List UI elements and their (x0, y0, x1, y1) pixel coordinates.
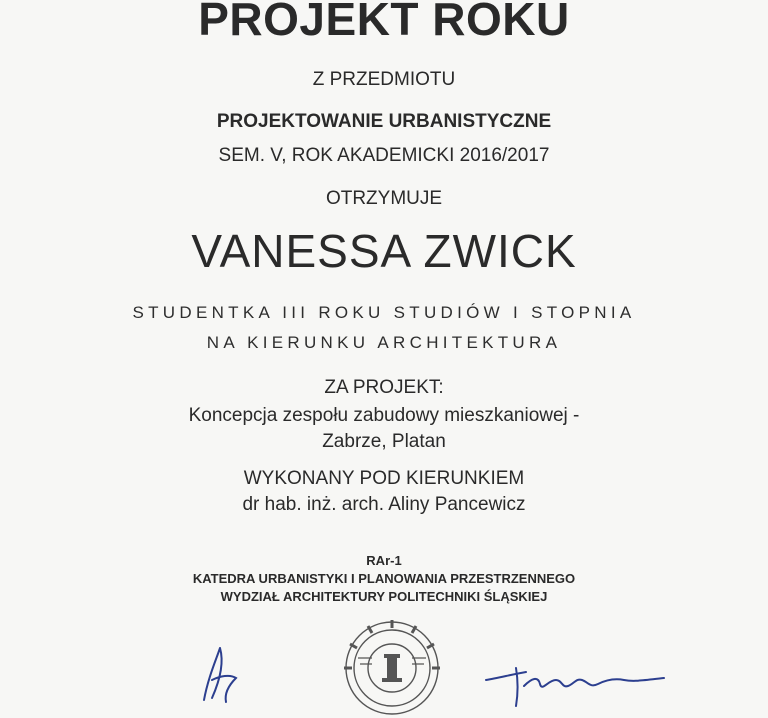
faculty-name: WYDZIAŁ ARCHITEKTURY POLITECHNIKI ŚLĄSKIEJ (220, 589, 548, 604)
department-code: RAr-1 (366, 553, 402, 568)
certificate-title: PROJEKT ROKU (198, 0, 570, 45)
subject-name: PROJEKTOWANIE URBANISTYCZNE (216, 111, 552, 132)
university-seal-icon (342, 618, 442, 718)
supervised-label: WYKONANY POD KIERUNKIEM (243, 468, 525, 489)
project-title-line-2: Zabrze, Platan (322, 431, 446, 452)
for-project-label: ZA PROJEKT: (324, 377, 444, 398)
chair-name: KATEDRA URBANISTYKI I PLANOWANIA PRZESTRZENNEGO (192, 571, 576, 586)
project-title-line-1: Koncepcja zespołu zabudowy mieszkaniowej - (188, 405, 580, 426)
supervisor-name: dr hab. inż. arch. Aliny Pancewicz (242, 494, 526, 515)
receives-label: OTRZYMUJE (325, 188, 443, 209)
subject-intro: Z PRZEDMIOTU (312, 69, 456, 90)
semester-line: SEM. V, ROK AKADEMICKI 2016/2017 (218, 145, 550, 166)
left-signature-icon (190, 640, 250, 707)
student-line: STUDENTKA III ROKU STUDIÓW I STOPNIA (132, 303, 636, 322)
recipient-name: VANESSA ZWICK (191, 225, 577, 277)
field-line: NA KIERUNKU ARCHITEKTURA (206, 333, 562, 352)
right-signature-icon (478, 650, 668, 707)
